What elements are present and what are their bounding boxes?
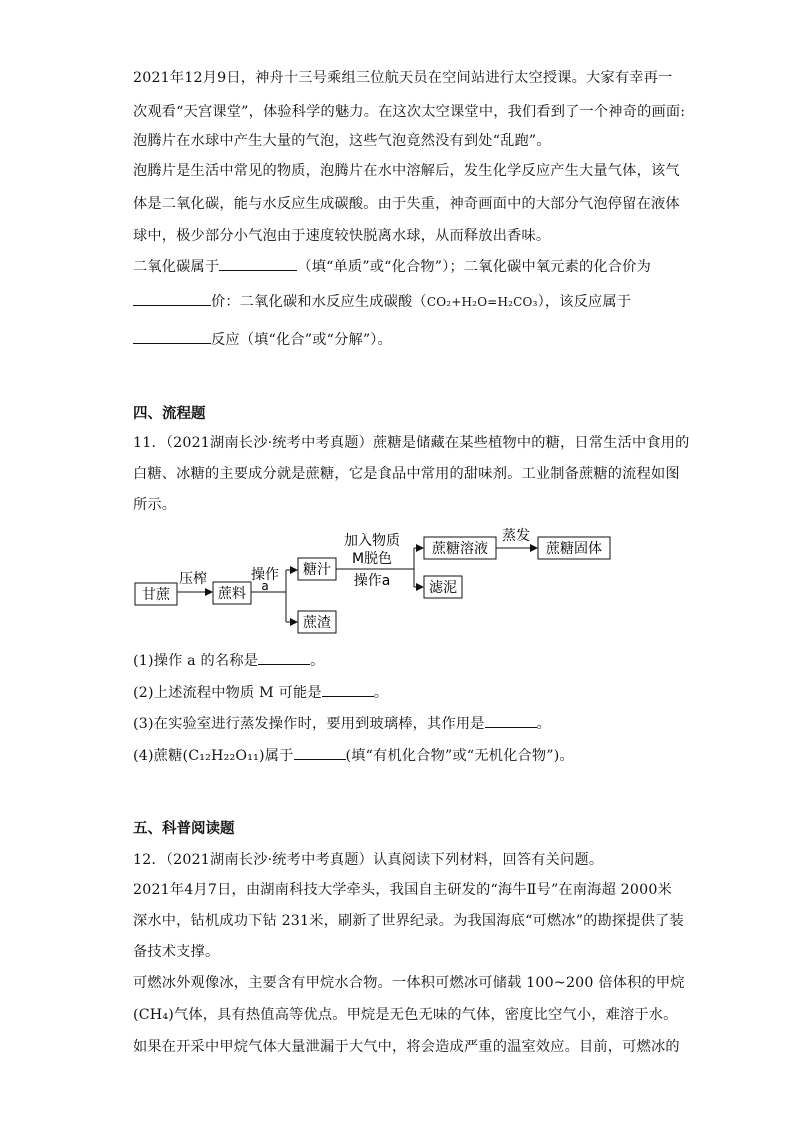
question-text: 二氧化碳属于: [133, 259, 220, 275]
question-intro-line: 11．（2021湖南长沙·统考中考真题）蔗糖是储藏在某些植物中的糖，日常生活中食用的: [133, 435, 690, 451]
question-text: （填“单质”或“化合物”）；二氧化碳中氧元素的化合价为: [297, 259, 651, 275]
passage-line: 泡腾片是生活中常见的物质，泡腾片在水中溶解后，发生化学反应产生大量气体，该气: [133, 163, 680, 179]
reading-line: 12．（2021湖南长沙·统考中考真题）认真阅读下列材料，回答有关问题。: [133, 852, 604, 868]
reading-line: 深水中，钻机成功下钻 231米，刷新了世界纪录。为我国海底“可燃冰”的勘探提供了装: [133, 913, 684, 929]
flow-label: 滤泥: [429, 580, 457, 596]
section-heading: 五、科普阅读题: [133, 821, 235, 837]
question-line: [133, 256, 651, 276]
question-line: [133, 291, 631, 311]
flow-label: 蔗糖固体: [546, 541, 602, 557]
answer-blank[interactable]: [294, 747, 346, 760]
question-text: (4)蔗糖(C₁₂H₂₂O₁₁)属于: [133, 748, 294, 764]
flow-label: 蔗渣: [303, 615, 331, 631]
answer-blank[interactable]: [133, 293, 211, 306]
passage-line: 2021年12月9日，神舟十三号乘组三位航天员在空间站进行太空授课。大家有幸再一: [133, 70, 673, 86]
sub-question: [133, 713, 551, 733]
answer-blank[interactable]: [258, 652, 310, 665]
question-text: (3)在实验室进行蒸发操作时，要用到玻璃棒，其作用是: [133, 716, 485, 732]
chemical-equation: CO₂+H₂O=H₂CO₃: [426, 295, 538, 309]
passage-line: 次观看“天宫课堂”，体验科学的魅力。在这次太空课堂中，我们看到了一个神奇的画面:: [133, 104, 686, 120]
question-text: 。: [536, 716, 552, 732]
question-intro-line: 白糖、冰糖的主要成分就是蔗糖，它是食品中常用的甜味剂。工业制备蔗糖的流程如图: [133, 466, 680, 482]
question-text: 反应（填“化合”或“分解”）。: [211, 332, 392, 348]
reading-line: (CH₄)气体，具有热值高等优点。甲烷是无色无味的气体，密度比空气小，难溶于水。: [133, 1007, 678, 1023]
question-text: (1)操作 a 的名称是: [133, 653, 259, 669]
reading-line: 可燃冰外观像冰，主要含有甲烷水合物。一体积可燃冰可储载 100~200 倍体积的甲烷: [133, 975, 685, 991]
flow-label: 蒸发: [502, 528, 530, 544]
question-text: (2)上述流程中物质 M 可能是: [133, 685, 322, 701]
answer-blank[interactable]: [485, 715, 537, 728]
flow-label: 蔗料: [218, 586, 246, 602]
question-text: ），该反应属于: [537, 294, 632, 310]
section-heading: 四、流程题: [133, 406, 206, 422]
flow-label: 糖汁: [303, 562, 331, 578]
question-text: 价：二氧化碳和水反应生成碳酸（: [211, 294, 427, 310]
flow-label: 操作a: [353, 573, 391, 589]
question-line: [133, 329, 392, 349]
answer-blank[interactable]: [133, 331, 211, 344]
passage-line: 泡腾片在水球中产生大量的气泡，这些气泡竟然没有到处“乱跑”。: [133, 133, 551, 149]
flow-label: 加入物质: [344, 533, 400, 549]
reading-line: 2021年4月7日，由湖南科技大学牵头，我国自主研发的“海牛Ⅱ号”在南海超 2000米: [133, 882, 672, 898]
answer-blank[interactable]: [322, 684, 374, 697]
passage-line: 球中，极少部分小气泡由于速度较快脱离水球，从而释放出香味。: [133, 228, 551, 244]
flow-label: 操作: [251, 567, 279, 583]
reading-line: 如果在开采中甲烷气体大量泄漏于大气中，将会造成严重的温室效应。目前，可燃冰的: [133, 1039, 680, 1055]
question-text: (填“有机化合物”或“无机化合物”)。: [345, 748, 574, 764]
sub-question: [133, 650, 325, 670]
flow-label: 蔗糖溶液: [432, 541, 488, 557]
flow-label: a: [261, 579, 269, 593]
question-intro-line: 所示。: [133, 497, 177, 513]
answer-blank[interactable]: [219, 258, 297, 271]
reading-line: 备技术支撑。: [133, 944, 220, 960]
process-flow-diagram: [130, 525, 620, 640]
sub-question: [133, 745, 574, 765]
flow-label: 甘蔗: [142, 587, 170, 603]
sub-question: [133, 682, 388, 702]
question-text: 。: [373, 685, 389, 701]
question-text: 。: [310, 653, 325, 669]
flow-label: M脱色: [351, 551, 393, 567]
passage-line: 体是二氧化碳，能与水反应生成碳酸。由于失重，神奇画面中的大部分气泡停留在液体: [133, 196, 680, 212]
flow-label: 压榨: [179, 571, 207, 587]
